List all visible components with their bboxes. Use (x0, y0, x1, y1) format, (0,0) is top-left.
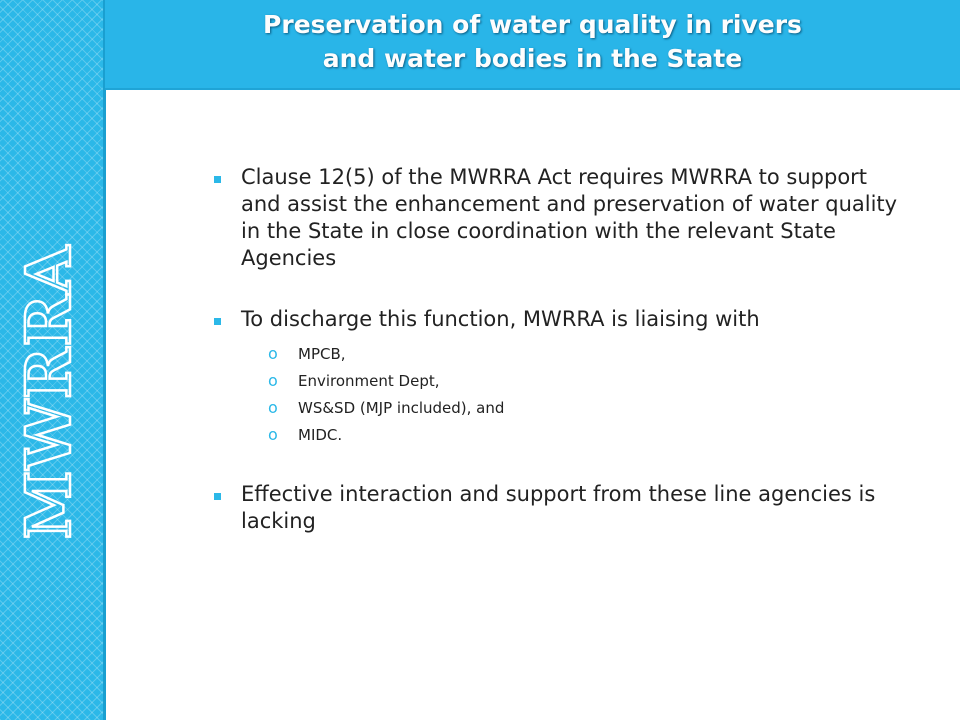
sub-bullet-item (210, 368, 910, 395)
slide-content (210, 160, 910, 535)
bullet-text: To discharge this function, MWRRA is liaising with (241, 307, 760, 331)
sub-bullet-text: MPCB, (298, 345, 346, 363)
circle-bullet-icon: o (268, 371, 278, 390)
sub-bullet-item (210, 395, 910, 422)
square-bullet-icon (214, 493, 221, 500)
bullet-text: Clause 12(5) of the MWRRA Act requires MWRRA to support and assist the enhancement and preservation of water quality in the State in close coordination with the relevant State Agencies (241, 165, 898, 270)
title-line-2: and water bodies in the State (322, 44, 743, 73)
circle-bullet-icon: o (268, 344, 278, 363)
sub-bullet-item (210, 341, 910, 368)
sub-bullet-item (210, 422, 910, 449)
bullet-item (210, 164, 910, 272)
circle-bullet-icon: o (268, 425, 278, 444)
bullet-item (210, 481, 910, 535)
sub-bullet-text: MIDC. (298, 426, 343, 444)
bullet-item (210, 306, 910, 333)
svg-text:MWRRA: MWRRA (12, 244, 85, 540)
square-bullet-icon (214, 318, 221, 325)
title-bar (105, 0, 960, 88)
title-line-1: Preservation of water quality in rivers (263, 10, 802, 39)
sub-bullet-text: WS&SD (MJP included), and (298, 399, 505, 417)
sub-bullet-text: Environment Dept, (298, 372, 440, 390)
bullet-text: Effective interaction and support from these line agencies is lacking (241, 482, 876, 533)
mwrra-logo (0, 0, 105, 720)
square-bullet-icon (214, 176, 221, 183)
sub-bullet-list (210, 341, 910, 449)
slide-title (105, 8, 960, 76)
circle-bullet-icon: o (268, 398, 278, 417)
